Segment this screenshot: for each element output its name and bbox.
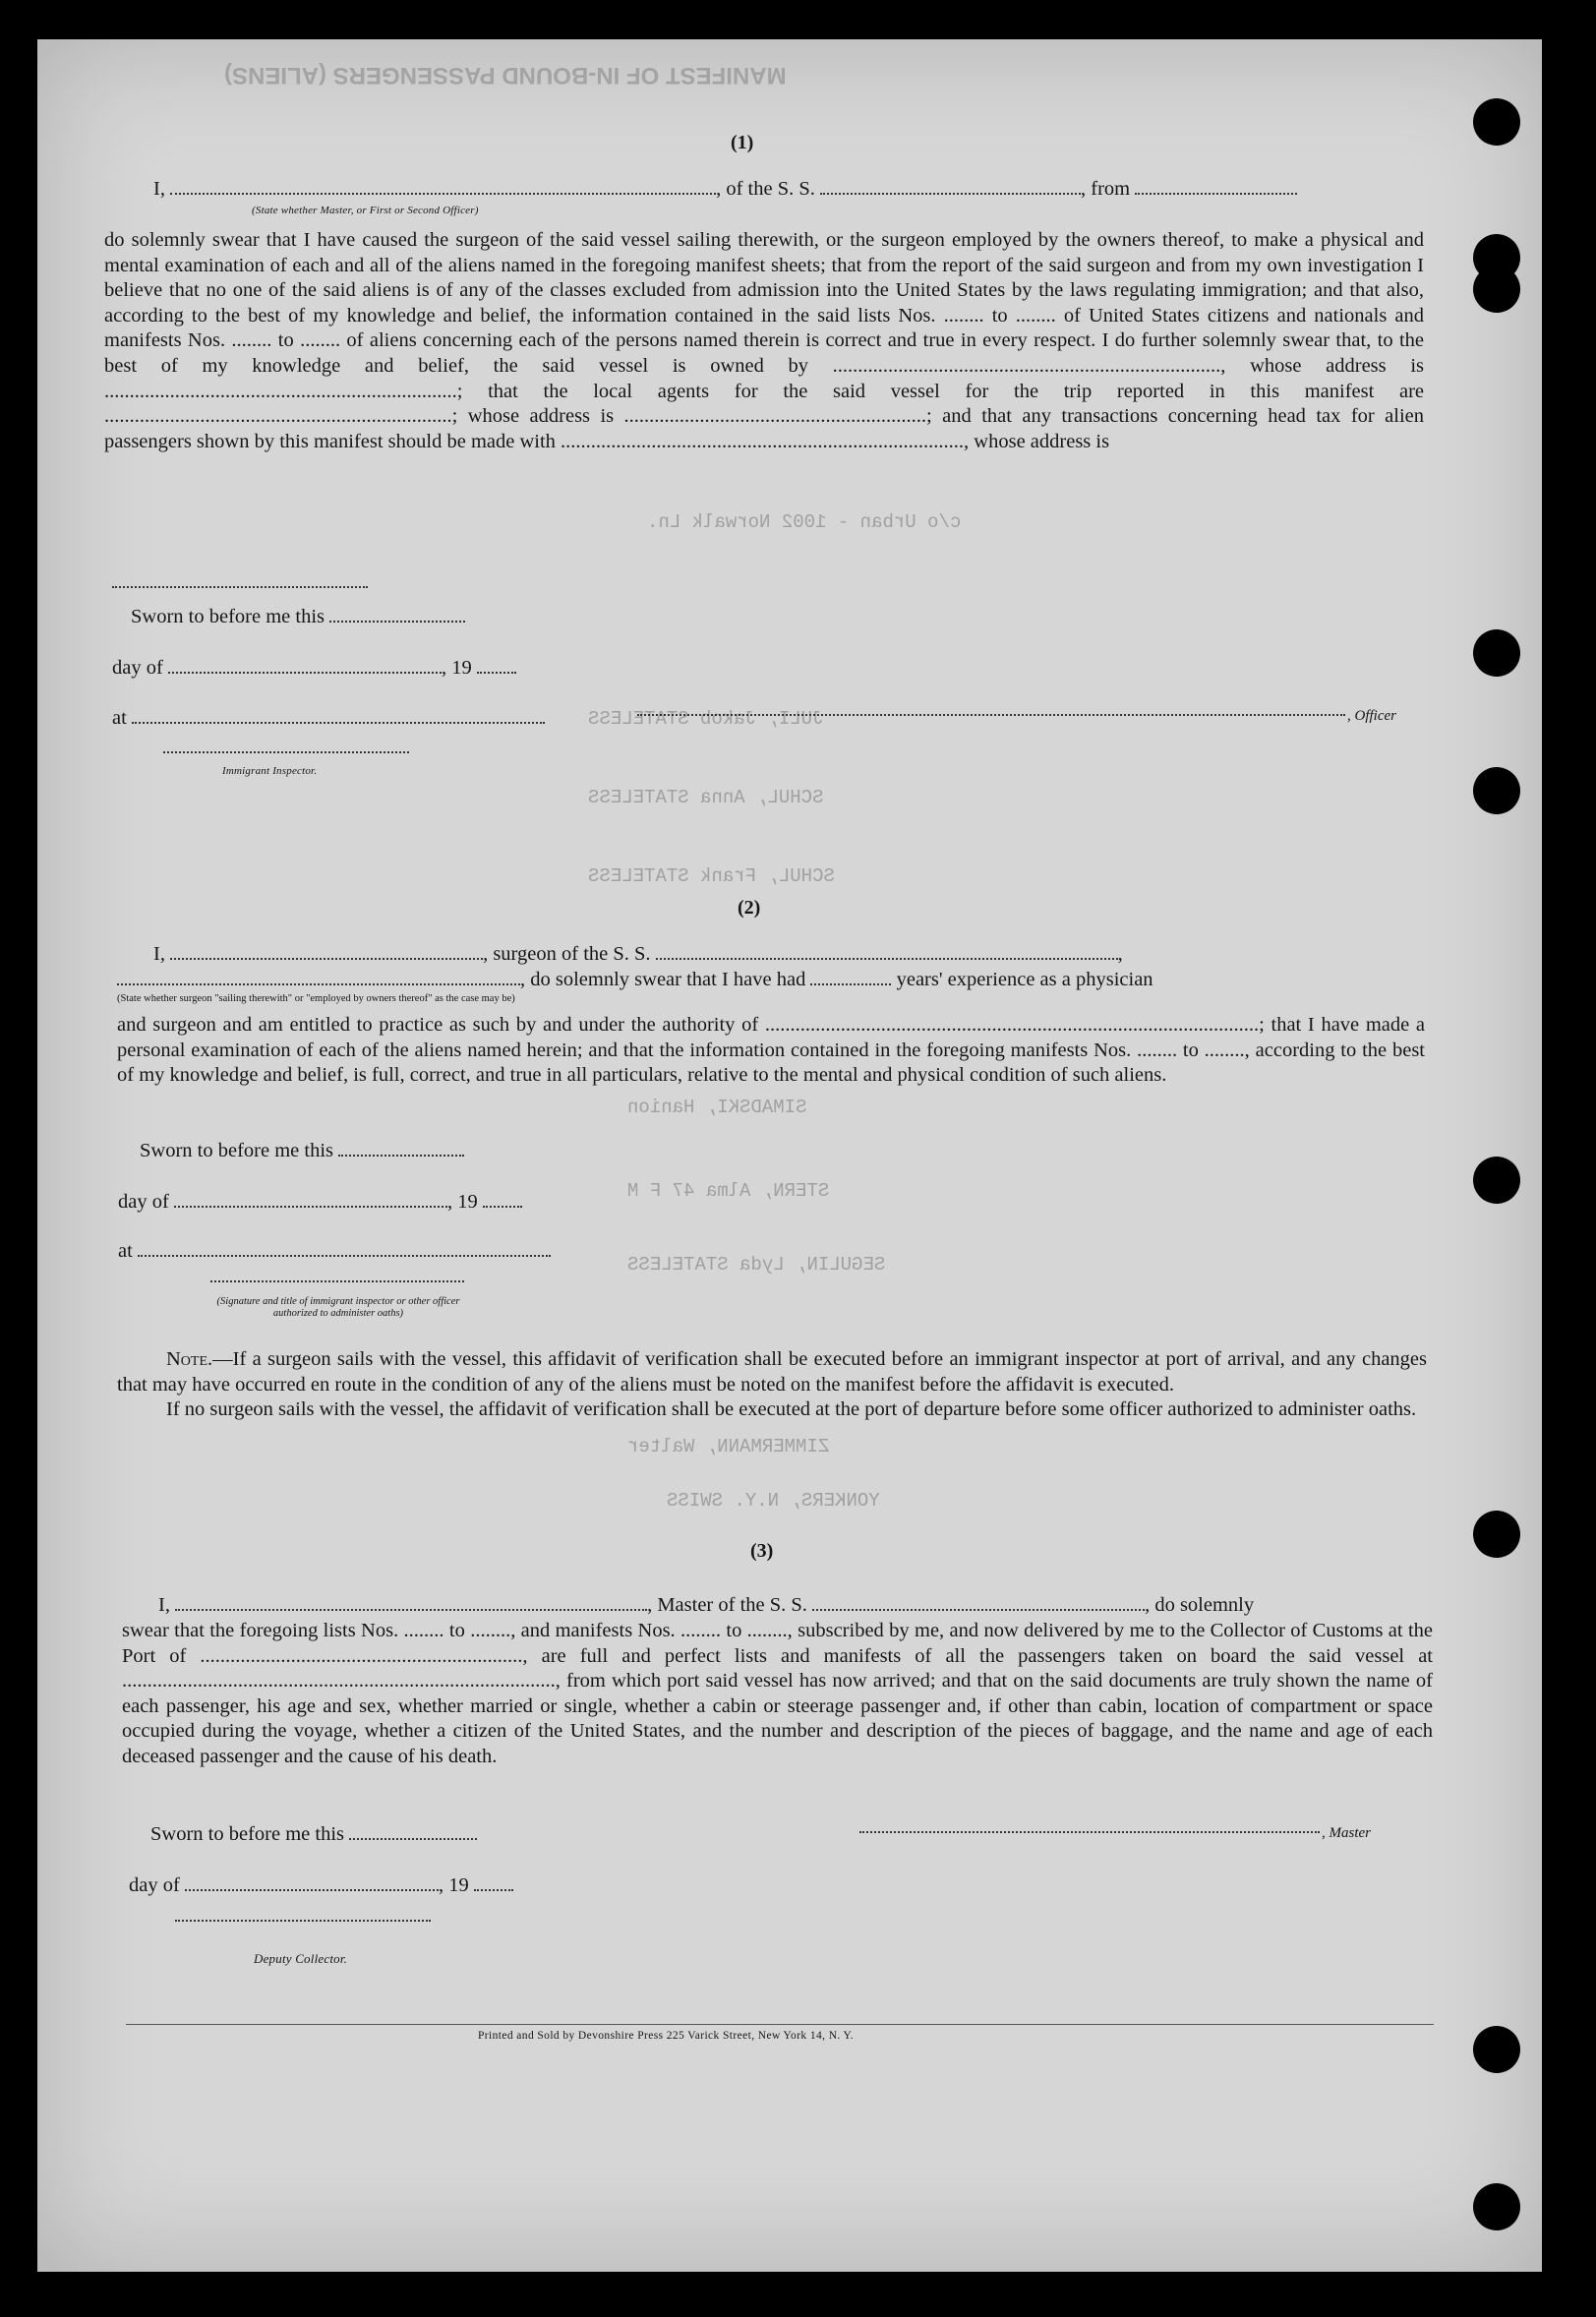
section1-line-i	[153, 177, 1297, 203]
master-signature-field[interactable]	[859, 1831, 1320, 1833]
bleed-through-row: SEGULIN, Lyda STATELESS	[627, 1254, 886, 1276]
master-name-field[interactable]	[175, 1595, 647, 1611]
section1-i-label: I,	[153, 178, 165, 200]
at-label: at	[118, 1240, 133, 1262]
day-of-label: day of	[112, 657, 163, 679]
year-label: , 19	[438, 1874, 469, 1896]
bleed-through-header: MANIFEST OF IN-BOUND PASSENGERS (ALIENS)	[224, 62, 787, 89]
sworn-label: Sworn to before me this	[150, 1823, 344, 1845]
day-of-field[interactable]	[185, 1875, 439, 1891]
bleed-through-row: c/o Urban - 1002 Norwalk Ln.	[647, 511, 962, 533]
section2-i-label: I,	[153, 943, 165, 965]
section1-heading: (1)	[731, 132, 754, 153]
bleed-through-row: STERN, Alma 47 F M	[627, 1180, 830, 1202]
inspector-signature-caption: (Signature and title of immigrant inspector or other officer authorized to administer oaths)	[216, 1296, 460, 1319]
section1-dayof	[112, 656, 516, 682]
punch-hole	[1473, 98, 1520, 146]
year-field[interactable]	[477, 658, 516, 674]
master-of-label: , Master of the S. S.	[647, 1594, 807, 1616]
master-label: , Master	[1322, 1825, 1371, 1841]
punch-hole	[1473, 266, 1520, 313]
name-field[interactable]	[170, 179, 716, 195]
day-of-field[interactable]	[174, 1192, 447, 1208]
bleed-through-row: SCHUL, Frank STATELESS	[588, 865, 835, 887]
day-of-label: day of	[129, 1874, 180, 1896]
section3-dayof	[129, 1873, 513, 1899]
from-label: , from	[1081, 178, 1131, 200]
manifest-verification-page	[37, 39, 1542, 2272]
section2-heading: (2)	[738, 897, 761, 919]
punch-hole	[1473, 2183, 1520, 2230]
section2-line-i: I, , surgeon of the S. S. ,	[153, 943, 1123, 965]
swear-label: , do solemnly swear that I have had	[520, 969, 806, 990]
inspector-signature-field[interactable]	[210, 1280, 464, 1282]
section2-sworn	[140, 1139, 464, 1164]
bleed-through-row: SIMADSKI, Hanion	[627, 1097, 807, 1118]
bleed-through-row: SCHUL, Anna STATELESS	[588, 787, 824, 808]
sworn-day-field[interactable]	[349, 1824, 477, 1840]
day-of-label: day of	[118, 1191, 169, 1213]
section1-at	[112, 706, 545, 732]
punch-hole	[1473, 2026, 1520, 2073]
section2-body: and surgeon and am entitled to practice as such by and under the authority of ..................................................................................................; that I have made a personal examination of each of the aliens named herein; and that the information contained in the foregoing manifests Nos. ........ to ........, according to the best of my knowledge and belief, is full, correct, and true in all particulars, relative to the mental and physical condition of such aliens.	[117, 1014, 1425, 1087]
bleed-through-row: JULI, Jakob STATELESS	[588, 708, 824, 730]
section3-body: swear that the foregoing lists Nos. ........ to ........, and manifests Nos. ........ to ........, subscribed by me, and now delivered by me to the Collector of Customs at the Port of ................................................................, are full and perfect lists and manifests of all the passengers taken on board the said vessel at ......................................................................................, from which port said vessel has now arrived; and that on the said documents are truly shown the name of each passenger, his age and sex, whether married or single, whether a cabin or steerage passenger and, if other than cabin, location of compartment or space occupied during the voyage, whether a citizen of the United States, and the number and description of the pieces of baggage, and the name and age of each deceased passenger and the cause of his death.	[122, 1620, 1433, 1767]
surgeon-name-field[interactable]	[170, 944, 483, 960]
section1-body: do solemnly swear that I have caused the surgeon of the said vessel sailing therewith, or the surgeon employed by the owners thereof, to make a physical and mental examination of each and all of the aliens named in the foregoing manifest sheets; that from the report of the said surgeon and from my own investigation I believe that no one of the said aliens is of any of the classes excluded from admission into the United States by the laws regulating immigration; and that also, according to the best of my knowledge and belief, the information contained in the said lists Nos. ........ to ........ of United States citizens and nationals and manifests Nos. ........ to ........ of aliens concerning each of the persons named therein is correct and true in every respect. I do further solemnly swear that, to the best of my knowledge and belief, the said vessel is owned by ............................................................................., whose address is ......................................................................; that the local agents for the said vessel for the trip reported in this manifest are .....................................................................; whose address is ............................................................; and that any transactions concerning head tax for alien passengers shown by this manifest should be made with ................................................................................, whose address is	[104, 229, 1424, 452]
address-continuation-field[interactable]	[112, 586, 368, 588]
year-field[interactable]	[474, 1875, 513, 1891]
surgeon-of-label: , surgeon of the S. S.	[483, 943, 651, 965]
sworn-label: Sworn to before me this	[140, 1140, 333, 1161]
note-paragraph-2	[117, 1397, 1427, 1423]
section1-caption: (State whether Master, or First or Second Officer)	[252, 205, 479, 216]
printer-imprint: Printed and Sold by Devonshire Press 225 Varick Street, New York 14, N. Y.	[478, 2030, 855, 2042]
note-text-1: —If a surgeon sails with the vessel, this affidavit of verification shall be executed before an immigrant inspector at port of arrival, and any changes that may have occurred en route in the condition of any of the aliens must be noted on the manifest before the affidavit is executed.	[117, 1348, 1427, 1396]
bleed-through-row: YONKERS, N.Y. SWISS	[667, 1490, 880, 1512]
at-label: at	[112, 707, 127, 729]
deputy-collector-label: Deputy Collector.	[254, 1951, 348, 1966]
at-field[interactable]	[138, 1241, 551, 1257]
bleed-through-row: ZIMMERMANN, Walter	[627, 1436, 830, 1457]
day-of-field[interactable]	[168, 658, 442, 674]
from-field[interactable]	[1135, 179, 1297, 195]
section3-line-i	[158, 1593, 1254, 1619]
section2-caption: (State whether surgeon "sailing therewith" or "employed by owners thereof" as the case may be)	[117, 993, 515, 1004]
punch-hole	[1473, 1511, 1520, 1558]
immigrant-inspector-label: Immigrant Inspector.	[222, 765, 318, 777]
punch-hole	[1473, 1157, 1520, 1204]
vessel-field[interactable]	[820, 179, 1081, 195]
note-paragraph-1	[117, 1347, 1427, 1397]
section3-sworn	[150, 1822, 477, 1848]
section2-line-swear	[117, 968, 1153, 993]
section2-dayof	[118, 1190, 522, 1216]
note-label: Note.	[166, 1348, 213, 1370]
years-label: years' experience as a physician	[896, 969, 1153, 990]
year-label: , 19	[446, 1191, 478, 1213]
officer-signature-field[interactable]	[637, 714, 1345, 716]
surgeon-vessel-field[interactable]	[656, 944, 1118, 960]
inspector-signature-field[interactable]	[163, 751, 409, 753]
solemnly-label: , do solemnly	[1145, 1594, 1255, 1616]
punch-hole	[1473, 767, 1520, 814]
section1-sworn	[131, 605, 465, 630]
of-ss-label: , of the S. S.	[716, 178, 815, 200]
at-field[interactable]	[132, 708, 545, 724]
footer-rule	[126, 2024, 1434, 2025]
master-vessel-field[interactable]	[812, 1595, 1145, 1611]
note-text-2: If no surgeon sails with the vessel, the affidavit of verification shall be executed at the port of departure before some officer authorized to administer oaths.	[166, 1398, 1417, 1421]
sworn-day-field[interactable]	[338, 1141, 464, 1157]
sworn-label: Sworn to before me this	[131, 606, 325, 627]
section2-at	[118, 1239, 551, 1265]
officer-label: , Officer	[1347, 708, 1396, 724]
punch-hole	[1473, 629, 1520, 677]
section2-note	[117, 1347, 1427, 1423]
year-field[interactable]	[483, 1192, 522, 1208]
section3-heading: (3)	[750, 1540, 774, 1562]
deputy-collector-signature-field[interactable]	[175, 1920, 431, 1922]
years-field[interactable]	[810, 970, 891, 985]
sworn-day-field[interactable]	[329, 607, 465, 623]
year-label: , 19	[441, 657, 472, 679]
section3-i-label: I,	[158, 1594, 170, 1616]
surgeon-status-field[interactable]	[117, 970, 520, 985]
